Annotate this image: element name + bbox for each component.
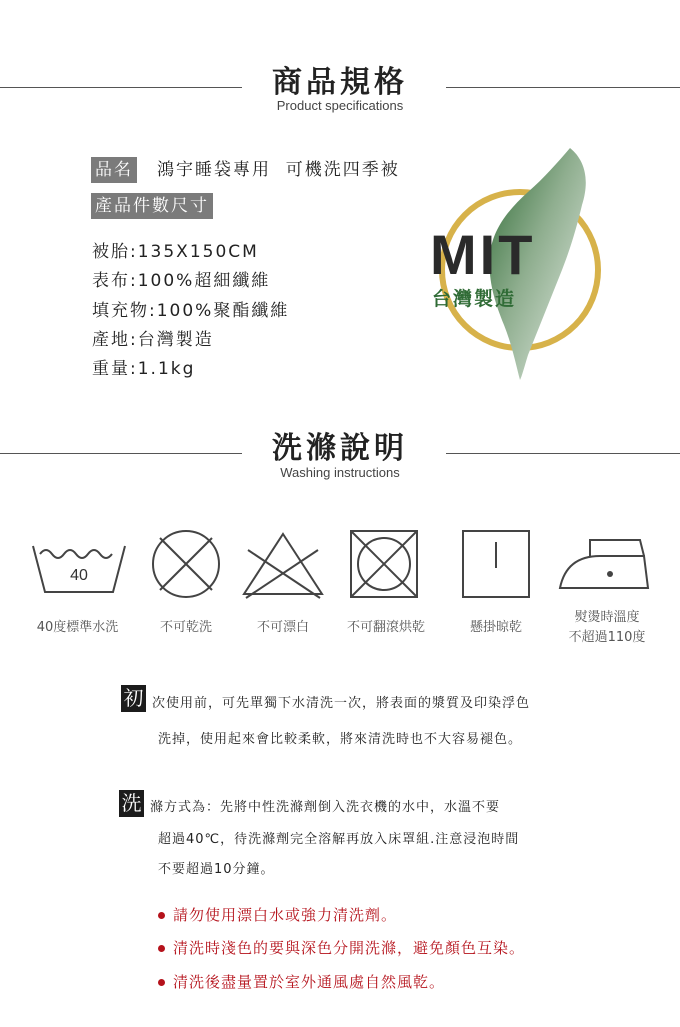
- section-subtitle: Product specifications: [276, 98, 404, 113]
- size-count-tag: 產品件數尺寸: [91, 193, 213, 219]
- drop-cap: 洗: [119, 790, 144, 817]
- section-subtitle: Washing instructions: [280, 465, 400, 480]
- spec-weight: 重量:1.1kg: [92, 359, 196, 379]
- icon-label-no-dry-clean: 不可乾洗: [159, 620, 212, 635]
- mit-logo: [420, 140, 620, 385]
- section-title: 商品規格: [272, 65, 408, 100]
- warning-note: [158, 904, 397, 925]
- warning-note-text: 清洗時淺色的要與深色分開洗滌，避免顏色互染。: [173, 939, 526, 957]
- spec-origin: 產地:台灣製造: [92, 330, 214, 350]
- section-title: 洗滌說明: [272, 431, 408, 466]
- icon-label-wash: 40度標準水洗: [36, 620, 119, 635]
- instruction-paragraph-2-line-2: 超過40℃，待洗滌劑完全溶解再放入床罩組.注意浸泡時間: [158, 832, 520, 847]
- mit-logo-subtext: 台灣製造: [432, 288, 517, 310]
- spec-filler: 填充物:100%聚酯纖維: [92, 301, 290, 321]
- mit-logo-text: MIT: [430, 223, 536, 286]
- warning-note: [158, 937, 525, 958]
- drop-cap: 初: [121, 685, 146, 712]
- wash-tub-40-icon: [30, 528, 128, 600]
- no-bleach-icon: [240, 528, 326, 600]
- instruction-paragraph-1-line-2: 洗掉，使用起來會比較柔軟，將來清洗時也不大容易褪色。: [158, 732, 523, 747]
- warning-note-text: 清洗後盡量置於室外通風處自然風乾。: [173, 973, 446, 991]
- warning-note-text: 請勿使用漂白水或強力清洗劑。: [173, 906, 398, 924]
- icon-label-no-bleach: 不可漂白: [256, 620, 309, 635]
- warning-note: [158, 971, 445, 992]
- icon-label-iron: 熨燙時溫度: [574, 610, 640, 625]
- icon-label-no-tumble-dry: 不可翻滾烘乾: [346, 620, 425, 635]
- icon-label-line-dry: 懸掛晾乾: [469, 620, 522, 635]
- wash-temp-label: 40: [70, 567, 88, 584]
- product-name-tag: 品名: [91, 157, 137, 183]
- no-tumble-dry-icon: [348, 528, 420, 600]
- spec-fabric: 表布:100%超細纖維: [92, 271, 271, 291]
- iron-low-icon: [556, 528, 652, 600]
- instruction-paragraph-2-line-1: 滌方式為：先將中性洗滌劑倒入洗衣機的水中，水溫不要: [150, 800, 501, 815]
- spec-filling-size: 被胎:135X150CM: [92, 242, 259, 262]
- icon-label-iron-limit: 不超過110度: [568, 630, 646, 645]
- instruction-paragraph-2-line-3: 不要超過10分鐘。: [158, 862, 275, 877]
- line-dry-icon: [460, 528, 532, 600]
- no-dry-clean-icon: [150, 528, 222, 600]
- product-name-value: 鴻宇睡袋專用 可機洗四季被: [157, 160, 400, 180]
- bullet-icon: [158, 979, 165, 986]
- instruction-paragraph-1-line-1: 次使用前，可先單獨下水清洗一次，將表面的漿質及印染浮色: [152, 696, 531, 711]
- bullet-icon: [158, 912, 165, 919]
- bullet-icon: [158, 945, 165, 952]
